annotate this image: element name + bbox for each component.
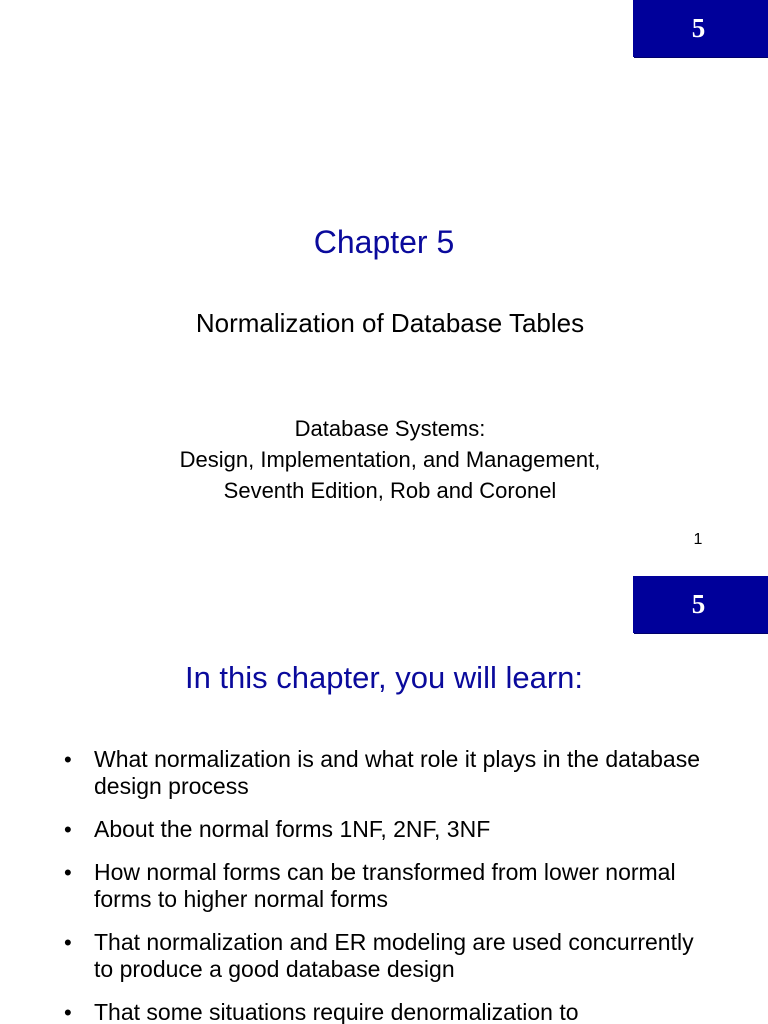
list-item-text: About the normal forms 1NF, 2NF, 3NF (94, 816, 491, 842)
list-item (62, 746, 702, 800)
chapter-badge: 5 (633, 576, 768, 633)
slide-title: In this chapter, you will learn: (184, 660, 584, 695)
bullet-icon: • (64, 860, 72, 885)
book-reference (0, 413, 768, 506)
objectives-slide (0, 576, 768, 1024)
list-item (62, 816, 702, 843)
chapter-badge: 5 (633, 0, 768, 57)
book-reference-line: Design, Implementation, and Management, (179, 447, 601, 472)
list-item-text: That normalization and ER modeling are used concurrently to produce a good database design (94, 929, 694, 982)
bullet-icon: • (64, 817, 72, 842)
chapter-title: Chapter 5 (313, 224, 455, 260)
list-item (62, 999, 702, 1024)
bullet-icon: • (64, 930, 72, 955)
list-item-text: How normal forms can be transformed from lower normal forms to higher normal forms (94, 859, 676, 912)
list-item (62, 859, 702, 913)
bullet-icon: • (64, 1000, 72, 1024)
slide-page-number: 1 (693, 531, 703, 548)
book-reference-line: Database Systems: (294, 416, 486, 441)
chapter-subtitle: Normalization of Database Tables (195, 308, 585, 338)
list-item-text: What normalization is and what role it plays in the database design process (94, 746, 700, 799)
objectives-list (62, 746, 702, 1024)
book-reference-line: Seventh Edition, Rob and Coronel (223, 478, 557, 503)
bullet-icon: • (64, 747, 72, 772)
list-item (62, 929, 702, 983)
list-item-text: That some situations require denormalization to (94, 999, 579, 1024)
